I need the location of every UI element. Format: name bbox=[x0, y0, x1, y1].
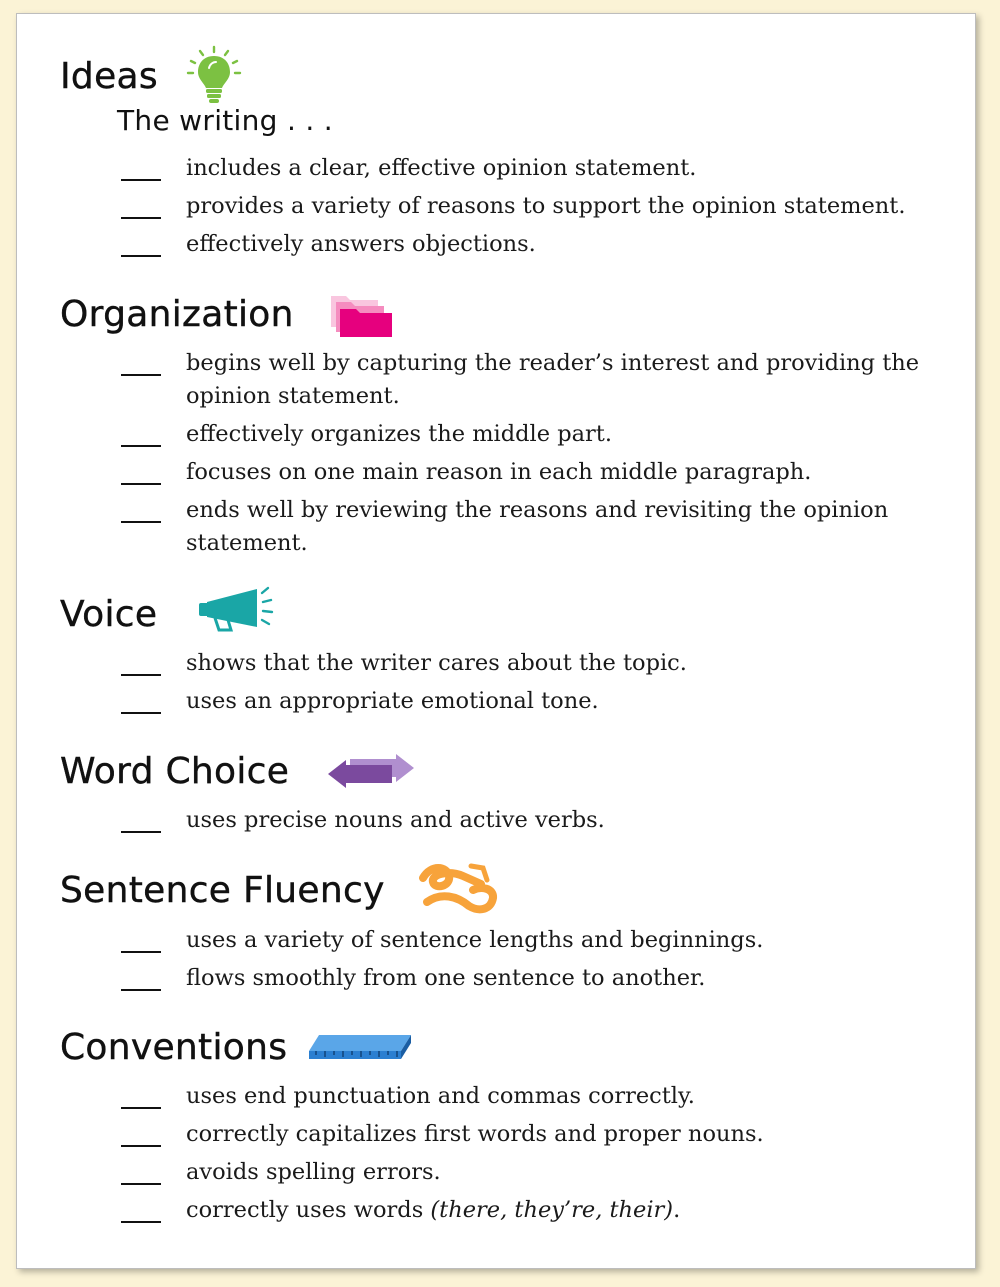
checklist-item: uses end punctuation and commas correctly. bbox=[17, 1080, 975, 1113]
checkbox-blank[interactable] bbox=[121, 179, 161, 181]
lightbulb-icon bbox=[183, 44, 245, 106]
checkbox-blank[interactable] bbox=[121, 1221, 161, 1223]
checkbox-blank[interactable] bbox=[121, 374, 161, 376]
checkbox-blank[interactable] bbox=[121, 217, 161, 219]
checklist-item: flows smoothly from one sentence to another. bbox=[17, 962, 975, 995]
checklist-item: uses a variety of sentence lengths and beginnings. bbox=[17, 924, 975, 957]
checklist-item: correctly uses words (there, they’re, their). bbox=[17, 1194, 975, 1227]
heading-word-choice: Word Choice bbox=[60, 751, 290, 792]
heading-conventions: Conventions bbox=[60, 1027, 288, 1068]
checklist-item: uses an appropriate emotional tone. bbox=[17, 685, 975, 718]
heading-voice: Voice bbox=[60, 594, 158, 635]
checklist-item: correctly capitalizes first words and proper nouns. bbox=[17, 1118, 975, 1151]
folder-icon bbox=[328, 291, 394, 339]
checklist-item: begins well by capturing the reader’s interest and providing the opinion statement. bbox=[17, 347, 975, 413]
checklist-item: shows that the writer cares about the topic. bbox=[17, 647, 975, 680]
checklist-page bbox=[16, 13, 976, 1269]
double-arrow-icon bbox=[326, 754, 416, 788]
checkbox-blank[interactable] bbox=[121, 445, 161, 447]
heading-sentence-fluency: Sentence Fluency bbox=[60, 870, 385, 911]
checklist-item: includes a clear, effective opinion statement. bbox=[17, 152, 975, 185]
ruler-icon bbox=[307, 1032, 413, 1062]
checkbox-blank[interactable] bbox=[121, 255, 161, 257]
ideas-checklist bbox=[17, 152, 975, 266]
megaphone-icon bbox=[197, 586, 279, 632]
checklist-item: avoids spelling errors. bbox=[17, 1156, 975, 1189]
heading-ideas: Ideas bbox=[60, 56, 158, 97]
checklist-item: effectively organizes the middle part. bbox=[17, 418, 975, 451]
ribbon-icon bbox=[417, 862, 499, 914]
checkbox-blank[interactable] bbox=[121, 831, 161, 833]
checkbox-blank[interactable] bbox=[121, 989, 161, 991]
checklist-item: ends well by reviewing the reasons and revisiting the opinion statement. bbox=[17, 494, 975, 560]
checkbox-blank[interactable] bbox=[121, 712, 161, 714]
organization-checklist bbox=[17, 347, 975, 565]
word-examples: (there, they’re, their) bbox=[430, 1197, 674, 1223]
subheading-the-writing: The writing . . . bbox=[117, 104, 333, 137]
conventions-checklist bbox=[17, 1080, 975, 1232]
checkbox-blank[interactable] bbox=[121, 1183, 161, 1185]
word-choice-checklist bbox=[17, 804, 975, 842]
sentence-fluency-checklist bbox=[17, 924, 975, 1000]
checkbox-blank[interactable] bbox=[121, 521, 161, 523]
checkbox-blank[interactable] bbox=[121, 1107, 161, 1109]
checklist-item: focuses on one main reason in each middle paragraph. bbox=[17, 456, 975, 489]
checkbox-blank[interactable] bbox=[121, 674, 161, 676]
checkbox-blank[interactable] bbox=[121, 951, 161, 953]
checkbox-blank[interactable] bbox=[121, 483, 161, 485]
checklist-item: uses precise nouns and active verbs. bbox=[17, 804, 975, 837]
voice-checklist bbox=[17, 647, 975, 723]
checkbox-blank[interactable] bbox=[121, 1145, 161, 1147]
heading-organization: Organization bbox=[60, 294, 294, 335]
checklist-item: effectively answers objections. bbox=[17, 228, 975, 261]
checklist-item: provides a variety of reasons to support the opinion statement. bbox=[17, 190, 975, 223]
